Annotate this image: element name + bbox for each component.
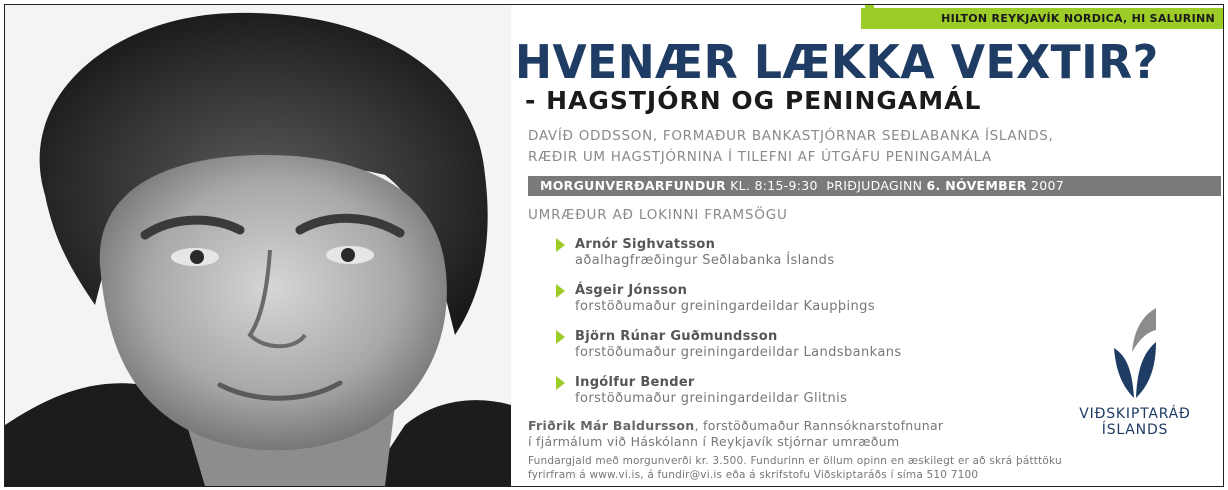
fee-info (528, 454, 1062, 482)
schedule-bar (528, 176, 1221, 196)
triangle-bullet-icon (556, 284, 565, 298)
speaker-role: forstöðumaður greiningardeildar Glitnis (575, 391, 848, 406)
moderator-name: Friðrik Már Baldursson (528, 418, 695, 433)
speaker-name: Ásgeir Jónsson (575, 283, 688, 298)
organizer-logo (1073, 308, 1197, 438)
moderator-text (528, 418, 943, 450)
triangle-bullet-icon (556, 376, 565, 390)
event-subtitle: - HAGSTJÓRN OG PENINGAMÁL (525, 86, 982, 115)
fee-line-2: fyrirfram á www.vi.is, á fundir@vi.is eða á skrifstofu Viðskiptaráðs í síma 510 7100 (528, 469, 979, 481)
moderator-line-2: í fjármálum við Háskólann í Reykjavík stjórnar umræðum (528, 434, 900, 449)
triangle-bullet-icon (556, 238, 565, 252)
intro-line-2: RÆÐIR UM HAGSTJÓRNINA Í TILEFNI AF ÚTGÁFU PENINGAMÁLA (528, 149, 992, 165)
event-time: KL. 8:15-9:30 (730, 178, 818, 193)
portrait-photo (5, 5, 511, 486)
v-leaf-logo-icon (1112, 308, 1158, 400)
fee-line-1: Fundargjald með morgunverði kr. 3.500. Fundurinn er öllum opinn en æskilegt er að skrá þátttöku (528, 455, 1062, 467)
speaker-name: Björn Rúnar Guðmundsson (575, 329, 778, 344)
discussion-heading: UMRÆÐUR AÐ LOKINNI FRAMSÖGU (528, 207, 788, 223)
event-advertisement (4, 4, 1224, 487)
venue-bar (861, 8, 1223, 29)
logo-text-line-2: ÍSLANDS (1101, 422, 1169, 438)
speaker-role: aðalhagfræðingur Seðlabanka Íslands (575, 253, 835, 268)
venue-label: HILTON REYKJAVÍK NORDICA, HI SALURINN (941, 12, 1215, 25)
logo-text-line-1: VIÐSKIPTARÁÐ (1079, 406, 1191, 422)
speaker-role: forstöðumaður greiningardeildar Landsbankans (575, 345, 902, 360)
event-title: HVENÆR LÆKKA VEXTIR? (515, 35, 1159, 89)
speaker-role: forstöðumaður greiningardeildar Kaupþings (575, 299, 875, 314)
moderator-title: , forstöðumaður Rannsóknarstofnunar (694, 418, 944, 433)
speaker-name: Ingólfur Bender (575, 375, 695, 390)
event-year: 2007 (1031, 178, 1065, 193)
event-type: MORGUNVERÐARFUNDUR (540, 178, 726, 193)
event-weekday: ÞRIÐJUDAGINN (826, 178, 923, 193)
event-date: 6. NÓVEMBER (926, 178, 1027, 193)
triangle-bullet-icon (556, 330, 565, 344)
speaker-name: Arnór Sighvatsson (575, 237, 716, 252)
intro-text (528, 126, 1054, 168)
intro-line-1: DAVÍÐ ODDSSON, FORMAÐUR BANKASTJÓRNAR SEÐLABANKA ÍSLANDS, (528, 128, 1054, 144)
